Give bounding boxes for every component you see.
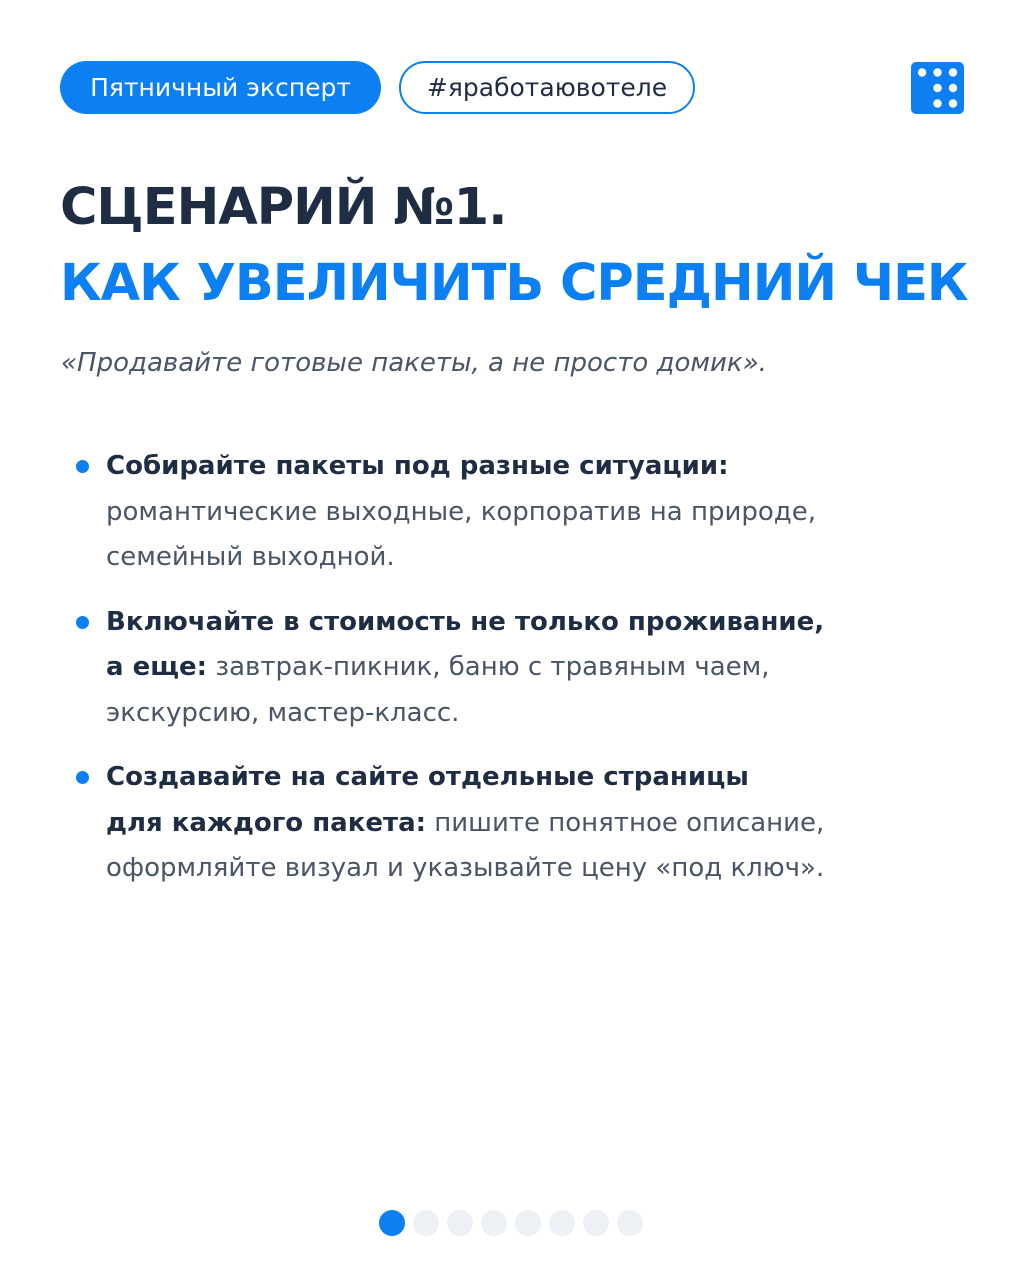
tag-friday-expert-label: Пятничный эксперт — [90, 73, 351, 102]
bullet-list — [76, 444, 976, 911]
tag-hashtag-label: #яработаювотеле — [426, 73, 668, 102]
bullet-text: семейный выходной. — [106, 542, 395, 572]
bullet-text: экскурсию, мастер-класс. — [106, 697, 460, 728]
tag-friday-expert[interactable] — [60, 61, 381, 114]
pagination-dot[interactable] — [481, 1210, 507, 1236]
pagination-dot[interactable] — [447, 1210, 473, 1236]
pagination-dot-active[interactable] — [379, 1210, 405, 1236]
bullet-dot — [76, 771, 89, 784]
bullet-text: завтрак-пикник, баню с травяным чаем, — [207, 652, 770, 682]
bullet-line — [106, 645, 976, 691]
bullet-heading-tail: а еще: — [106, 652, 208, 682]
pagination-dots — [379, 1210, 643, 1236]
pagination-dot[interactable] — [617, 1210, 643, 1236]
list-item — [76, 444, 976, 581]
dice-five-icon — [911, 62, 964, 114]
bullet-dot — [76, 616, 89, 629]
pagination-dot[interactable] — [583, 1210, 609, 1236]
title-line-1: СЦЕНАРИЙ №1. — [60, 178, 507, 237]
bullet-heading-tail: для каждого пакета: — [106, 807, 427, 838]
quote: «Продавайте готовые пакеты, а не просто домик». — [61, 348, 767, 378]
bullet-text: романтические выходные, корпоратив на природе, — [106, 496, 817, 527]
list-item — [76, 755, 976, 892]
pagination-dot[interactable] — [413, 1210, 439, 1236]
pagination-dot[interactable] — [549, 1210, 575, 1236]
pagination-dot[interactable] — [515, 1210, 541, 1236]
page-title — [60, 170, 968, 322]
bullet-text: оформляйте визуал и указывайте цену «под ключ». — [106, 853, 825, 883]
list-item — [76, 600, 976, 737]
tag-hashtag[interactable] — [399, 61, 695, 114]
bullet-heading: Создавайте на сайте отдельные страницы — [106, 762, 749, 792]
bullet-line — [106, 801, 976, 847]
bullet-text: пишите понятное описание, — [426, 807, 825, 838]
bullet-heading: Включайте в стоимость не только проживание, — [106, 606, 825, 637]
title-line-2: КАК УВЕЛИЧИТЬ СРЕДНИЙ ЧЕК — [60, 254, 968, 313]
bullet-heading: Собирайте пакеты под разные ситуации: — [106, 451, 729, 481]
bullet-dot — [76, 460, 89, 473]
